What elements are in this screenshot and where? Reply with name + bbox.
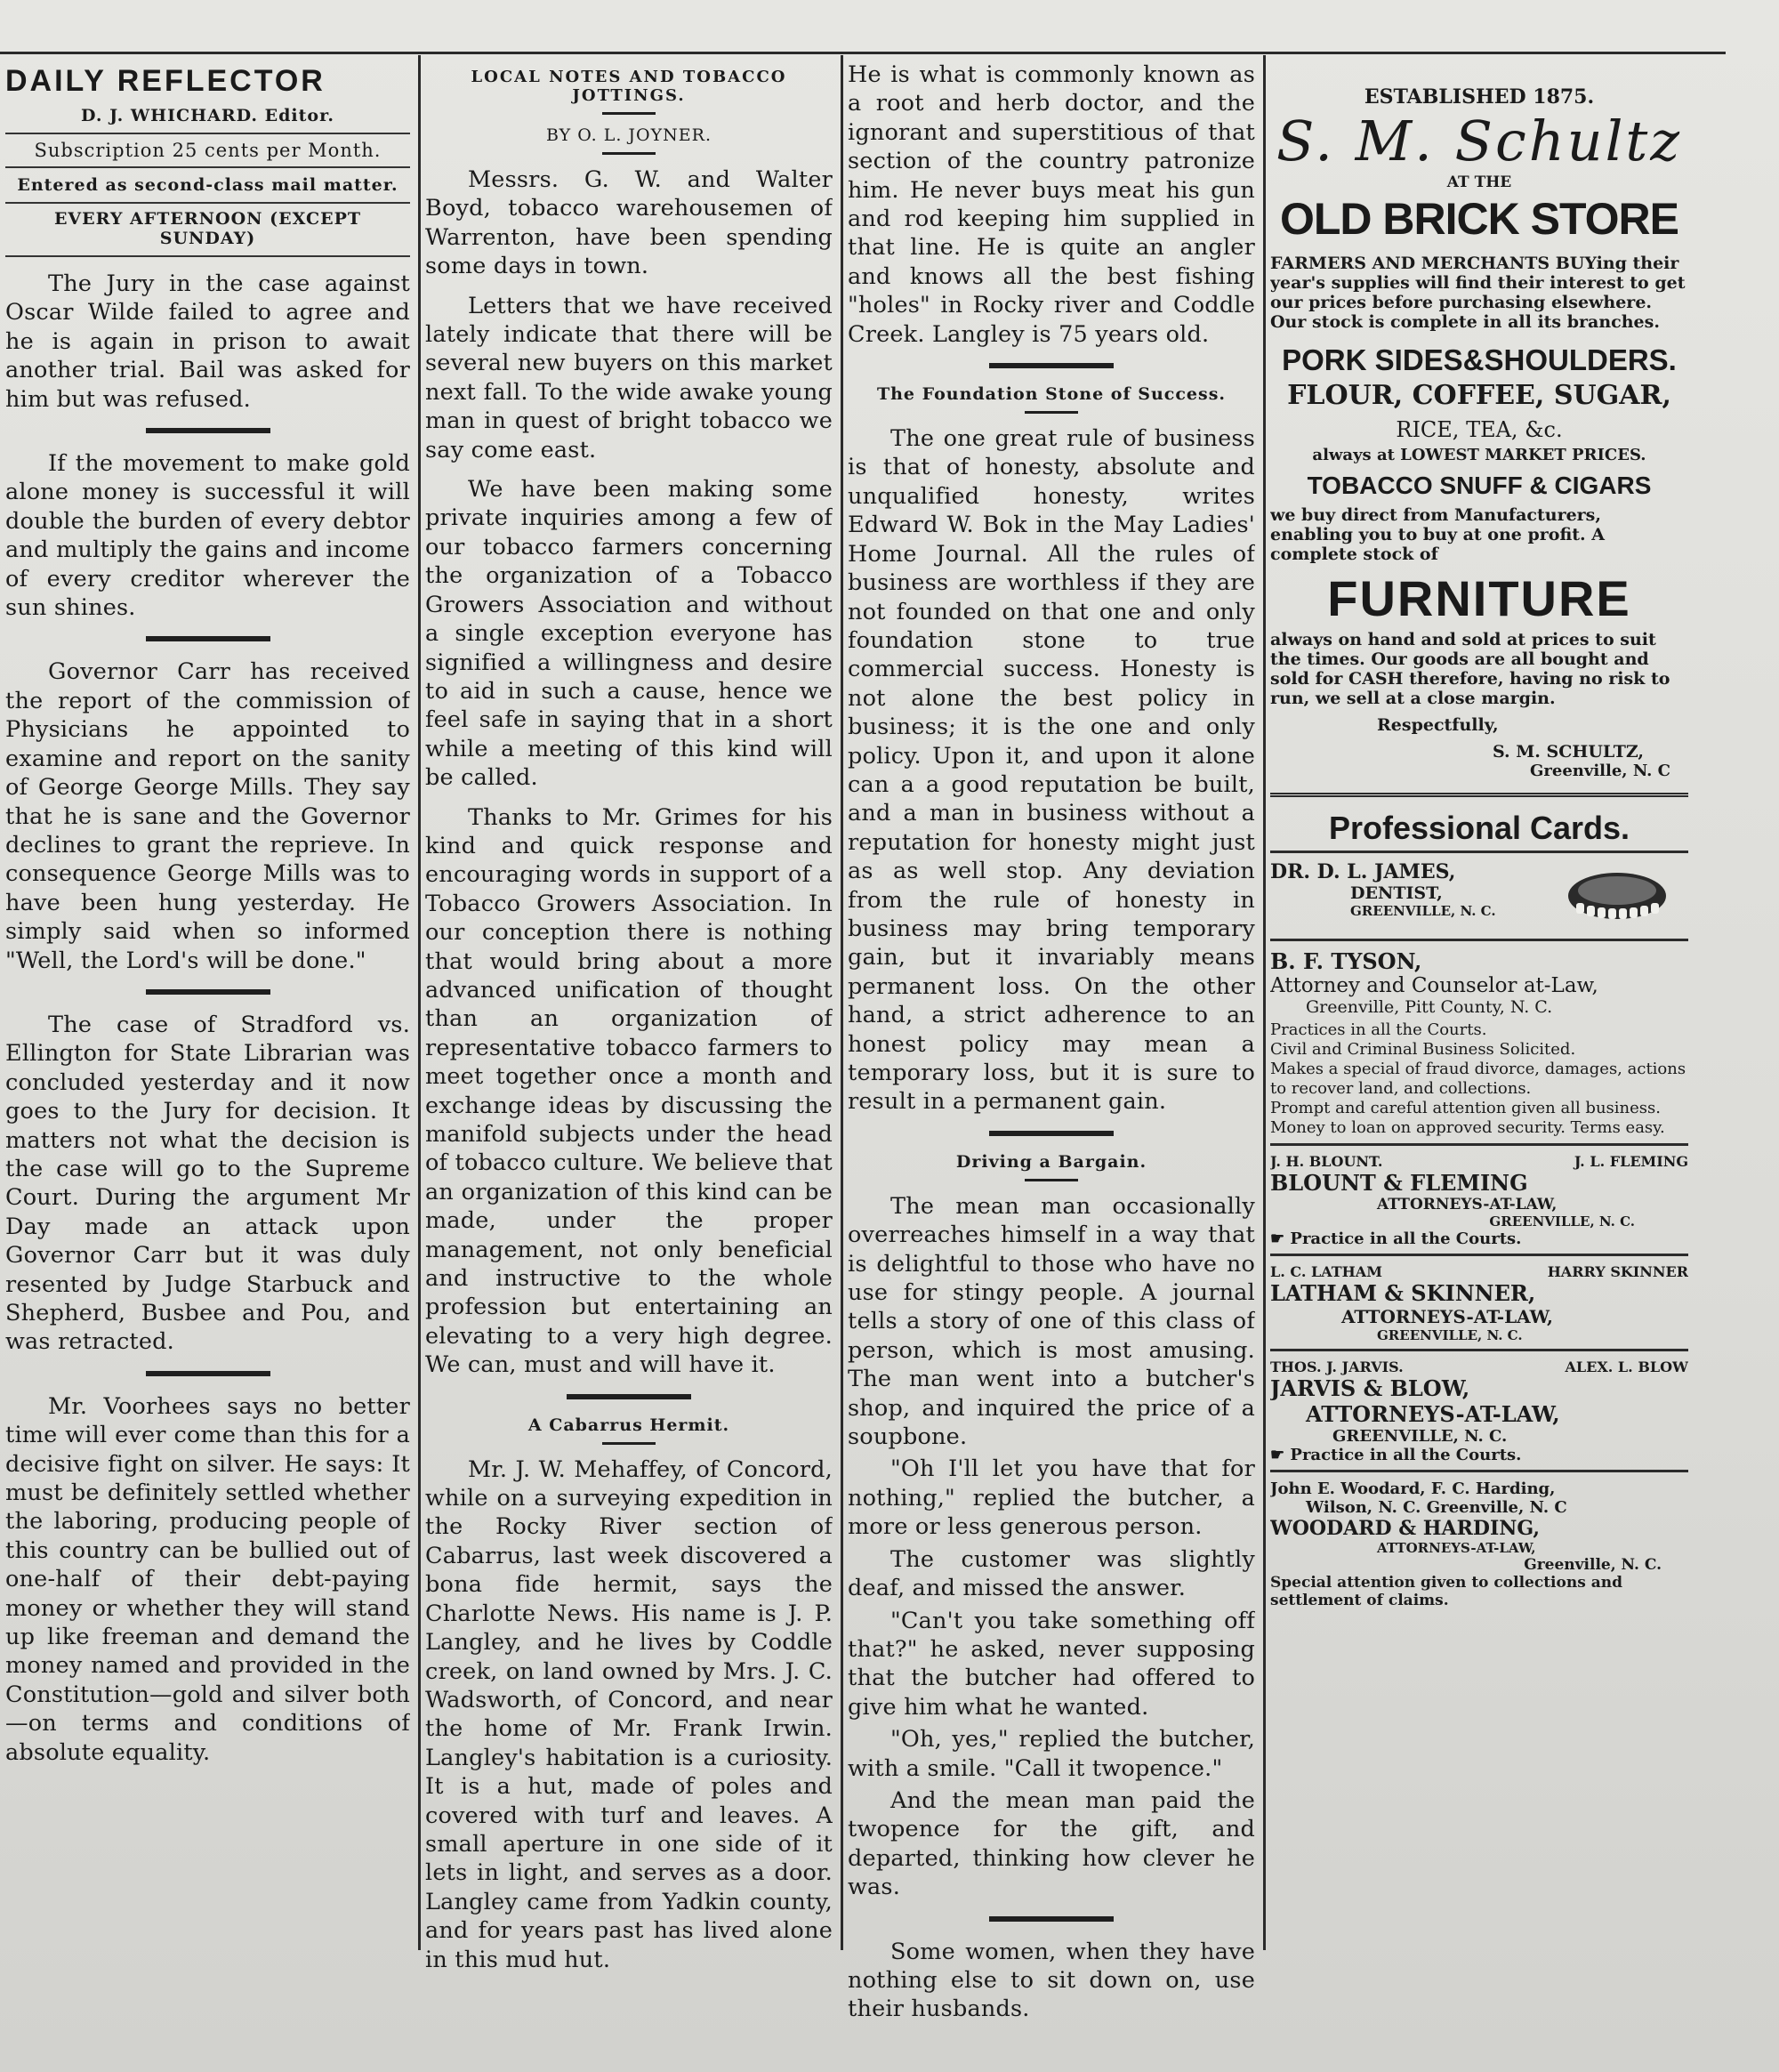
dentures-icon bbox=[1564, 860, 1670, 923]
signature-place: Greenville, N. C bbox=[1530, 762, 1670, 780]
bf-note: Practice in all the Courts. bbox=[1290, 1229, 1522, 1248]
hermit-continued: He is what is commonly known as a root and herb doctor, and the ignorant and superstitious of that section of the country patronize him. He never buys meat his gun and rod keeping him supplied in that line. He is quite an angler and knows all the best fishing "holes" in Rocky river and Coddle Creek. Langley is 75 years old. bbox=[848, 61, 1255, 348]
divider bbox=[1025, 411, 1078, 414]
bf-role: ATTORNEYS-AT-LAW, bbox=[1377, 1196, 1558, 1213]
card-james bbox=[1270, 851, 1688, 939]
subscription-line: Subscription 25 cents per Month. bbox=[5, 133, 410, 168]
divider bbox=[989, 1916, 1114, 1922]
column-1 bbox=[5, 60, 410, 1778]
tyson-line: Money to loan on approved security. Terms easy. bbox=[1270, 1118, 1665, 1137]
news-item: Mr. Voorhees says no better time will ever come than this for a decisive fight on silver. He says: It must be definitely settled whether the laboring, producing people of this country can be bullied out of one-half of their debt-paying money or whether they will stand up like freeman and demand the money named and provided in the Constitution—gold and silver both—on terms and conditions of absolute equality. bbox=[5, 1392, 410, 1766]
hermit-paragraph: Mr. J. W. Mehaffey, of Concord, while on a surveying expedition in the Rocky River section of Cabarrus, last week discovered a bona fide hermit, says the Charlotte News. His name is J. P. Langley, and he lives by Coddle creek, on land owned by Mrs. J. C. Wadsworth, of Concord, and near the home of Mr. Frank Irwin. Langley's habitation is a curiosity. It is a hut, made of poles and covered with turf and leaves. A small aperture in one side of it lets in light, and serves as a door. Langley came from Yadkin county, and for years past has lived alone in this mud hut. bbox=[425, 1455, 833, 1973]
wh-role: ATTORNEYS-AT-LAW, bbox=[1377, 1540, 1536, 1556]
bf-name: BLOUNT & FLEMING bbox=[1270, 1170, 1528, 1196]
card-woodard-harding bbox=[1270, 1470, 1688, 1615]
old-brick-store: OLD BRICK STORE bbox=[1280, 194, 1678, 244]
james-role: DENTIST, bbox=[1350, 883, 1443, 903]
bargain-paragraph: And the mean man paid the twopence for the gift, and departed, thinking how clever he was. bbox=[848, 1786, 1255, 1901]
divider bbox=[146, 989, 270, 995]
editor-line: D. J. WHICHARD. Editor. bbox=[81, 106, 334, 125]
ls-right: HARRY SKINNER bbox=[1547, 1263, 1688, 1280]
tyson-line: Practices in all the Courts. bbox=[1270, 1020, 1487, 1039]
card-jarvis-blow bbox=[1270, 1349, 1688, 1470]
divider bbox=[146, 1371, 270, 1376]
column-rule-2 bbox=[841, 55, 843, 1950]
note-paragraph: Thanks to Mr. Grimes for his kind and quick response and encouraging words in support of a Tobacco Growers Association. In our conception there is nothing that would bring about a more advanced unification of thought than an organization of representative tobacco farmers to meet together once a month and exchange ideas by discussing the manifold subjects under the head of tobacco culture. We believe that an organization of this kind can be made, under the proper management, not only beneficial and instructive to the whole profession but entertaining an elevating to a very high degree. We can, must and will have it. bbox=[425, 803, 833, 1379]
note-paragraph: Messrs. G. W. and Walter Boyd, tobacco warehousemen of Warrenton, have been spending some days in town. bbox=[425, 166, 833, 280]
tyson-line: Prompt and careful attention given all business. bbox=[1270, 1099, 1661, 1117]
pork-sides: PORK SIDES&SHOULDERS. bbox=[1282, 343, 1677, 376]
column-rule-3 bbox=[1263, 55, 1266, 1950]
schultz-script: S. M. Schultz bbox=[1276, 109, 1683, 173]
masthead: DAILY REFLECTOR bbox=[5, 64, 326, 98]
flour-coffee: FLOUR, COFFEE, SUGAR, bbox=[1287, 380, 1671, 411]
james-place: GREENVILLE, N. C. bbox=[1350, 903, 1496, 919]
ls-place: GREENVILLE, N. C. bbox=[1377, 1327, 1523, 1343]
women-paragraph: Some women, when they have nothing else to sit down on, use their husbands. bbox=[848, 1938, 1255, 2023]
divider bbox=[602, 112, 656, 115]
tyson-name: B. F. TYSON, bbox=[1270, 948, 1422, 974]
bargain-title: Driving a Bargain. bbox=[955, 1151, 1147, 1172]
bargain-paragraph: The mean man occasionally overreaches himself in a way that is delightful to those who have no use for stingy people. A journal tells a story of one of this class of person, which is most amusing. The man went into a butcher's shop, and inquired the price of a soupbone. bbox=[848, 1192, 1255, 1451]
divider bbox=[989, 1131, 1114, 1136]
divider bbox=[146, 428, 270, 433]
hermit-title: A Cabarrus Hermit. bbox=[527, 1415, 730, 1435]
tyson-role: Attorney and Counselor at-Law, bbox=[1270, 974, 1598, 997]
ads-column bbox=[1270, 85, 1688, 1615]
jb-note: Practice in all the Courts. bbox=[1290, 1446, 1522, 1464]
bargain-paragraph: "Oh, yes," replied the butcher, with a smile. "Call it twopence." bbox=[848, 1726, 1255, 1782]
jb-right: ALEX. L. BLOW bbox=[1565, 1358, 1688, 1375]
bargain-paragraph: "Oh I'll let you have that for nothing," replied the butcher, a more or less generous person. bbox=[848, 1455, 1255, 1541]
jb-place: GREENVILLE, N. C. bbox=[1332, 1427, 1508, 1446]
tobacco-snuff: TOBACCO SNUFF & CIGARS bbox=[1307, 472, 1652, 499]
bf-left: J. H. BLOUNT. bbox=[1270, 1153, 1383, 1170]
established: ESTABLISHED 1875. bbox=[1364, 85, 1595, 109]
news-item: The case of Stradford vs. Ellington for State Librarian was concluded yesterday and it now goes to the Jury for decision. It matters not what the decision is the case will go to the Supreme Court. During the argument Mr Day made an attack upon Governor Carr but it was duly resented by Judge Starbuck and Shepherd, Busbee and Pou, and was retracted. bbox=[5, 1011, 410, 1356]
ls-role: ATTORNEYS-AT-LAW, bbox=[1341, 1306, 1553, 1327]
column-3 bbox=[848, 60, 1255, 2035]
tyson-place: Greenville, Pitt County, N. C. bbox=[1306, 997, 1553, 1017]
wh-name: WOODARD & HARDING, bbox=[1270, 1517, 1541, 1540]
byline: BY O. L. JOYNER. bbox=[545, 125, 712, 145]
jb-left: THOS. J. JARVIS. bbox=[1270, 1358, 1404, 1375]
top-rule bbox=[0, 52, 1726, 54]
card-blount-fleming bbox=[1270, 1143, 1688, 1254]
direct-text: we buy direct from Manufacturers, enabling you to buy at one profit. A complete stock of bbox=[1270, 505, 1606, 564]
divider bbox=[1025, 1179, 1078, 1181]
foundation-paragraph: The one great rule of business is that of honesty, absolute and unqualified honesty, writes Edward W. Bok in the May Ladies' Home Journal. All the rules of business are worthless if they are not founded on that one and only foundation stone to true commercial success. Honesty is not alone the best policy in business; it is the one and only policy. Upon it, and upon it alone can a a good reputation be built, and a man in business without a reputation for honesty might just as as well stop. Any deviation from the rule of honesty in business may bring temporary gain, but it invariably means permanent loss. On the other hand, a strict adherence to an honest policy may mean a temporary loss, but it is sure to result in a permanent gain. bbox=[848, 425, 1255, 1116]
always-text: always on hand and sold at prices to suit the times. Our goods are all bought and sold for CASH therefore, having no risk to run, we sell at a close margin. bbox=[1270, 630, 1670, 708]
bargain-paragraph: The customer was slightly deaf, and missed the answer. bbox=[848, 1545, 1255, 1602]
local-notes-title: LOCAL NOTES AND TOBACCO JOTTINGS. bbox=[471, 68, 787, 105]
respectfully: Respectfully, bbox=[1377, 715, 1499, 735]
bf-place: GREENVILLE, N. C. bbox=[1489, 1213, 1635, 1229]
pointing-hand-icon: ☛ bbox=[1270, 1446, 1291, 1464]
wh-line2: Wilson, N. C. Greenville, N. C bbox=[1306, 1498, 1567, 1517]
tyson-line: Makes a special of fraud divorce, damages, actions to recover land, and collections. bbox=[1270, 1060, 1686, 1098]
lowest-prices: always at LOWEST MARKET PRICES. bbox=[1312, 446, 1646, 464]
divider bbox=[602, 152, 656, 155]
news-item: If the movement to make gold alone money is successful it will double the burden of every debtor and multiply the gains and income of every creditor wherever the sun shines. bbox=[5, 450, 410, 622]
divider bbox=[602, 1442, 656, 1445]
farmers-text: FARMERS AND MERCHANTS BUYing their year's supplies will find their interest to get our prices before purchasing elsewhere. Our stock is complete in all its branches. bbox=[1270, 254, 1686, 332]
column-2 bbox=[425, 60, 833, 1985]
news-item: The Jury in the case against Oscar Wilde failed to agree and he is again in prison to await another trial. Bail was asked for him but was refused. bbox=[5, 270, 410, 413]
wh-line1: John E. Woodard, F. C. Harding, bbox=[1270, 1479, 1556, 1498]
card-latham-skinner bbox=[1270, 1254, 1688, 1349]
jb-name: JARVIS & BLOW, bbox=[1270, 1375, 1470, 1401]
at-the: AT THE bbox=[1446, 173, 1512, 191]
divider bbox=[567, 1394, 691, 1399]
signature-name: S. M. SCHULTZ, bbox=[1493, 742, 1644, 762]
bargain-paragraph: "Can't you take something off that?" he asked, never supposing that the butcher had offered to give him what he wanted. bbox=[848, 1607, 1255, 1721]
pointing-hand-icon: ☛ bbox=[1270, 1229, 1291, 1248]
bf-right: J. L. FLEMING bbox=[1574, 1153, 1688, 1170]
jb-role: ATTORNEYS-AT-LAW, bbox=[1306, 1401, 1560, 1427]
professional-cards-title: Professional Cards. bbox=[1328, 810, 1630, 846]
rice-tea: RICE, TEA, &c. bbox=[1396, 417, 1563, 442]
furniture: FURNITURE bbox=[1327, 570, 1631, 626]
entered-line: Entered as second-class mail matter. bbox=[5, 175, 410, 204]
column-rule-1 bbox=[418, 55, 421, 1950]
schedule-line: EVERY AFTERNOON (EXCEPT SUNDAY) bbox=[5, 209, 410, 257]
james-name: DR. D. L. JAMES, bbox=[1270, 860, 1456, 883]
note-paragraph: We have been making some private inquiries among a few of our tobacco farmers concerning the organization of a Tobacco Growers Association and without a single exception everyone has signified a willingness and desire to aid in such a cause, hence we feel safe in saying that in a short while a meeting of this kind will be called. bbox=[425, 476, 833, 792]
card-tyson bbox=[1270, 939, 1688, 1143]
tyson-line: Civil and Criminal Business Solicited. bbox=[1270, 1040, 1576, 1059]
note-paragraph: Letters that we have received lately indicate that there will be several new buyers on this market next fall. To the wide awake young man in quest of bright tobacco we say come east. bbox=[425, 292, 833, 464]
ls-left: L. C. LATHAM bbox=[1270, 1263, 1382, 1280]
divider bbox=[146, 636, 270, 641]
news-item: Governor Carr has received the report of the commission of Physicians he appointed to examine and report on the sanity of George George Mills. They say that he is sane and the Governor declines to grant the reprieve. In consequence George Mills was to have been hung yesterday. He simply said when so informed "Well, the Lord's will be done." bbox=[5, 658, 410, 974]
wh-place: Greenville, N. C. bbox=[1524, 1556, 1662, 1574]
divider bbox=[989, 363, 1114, 368]
wh-note: Special attention given to collections and settlement of claims. bbox=[1270, 1574, 1622, 1609]
ls-name: LATHAM & SKINNER, bbox=[1270, 1280, 1536, 1306]
foundation-title: The Foundation Stone of Success. bbox=[876, 384, 1227, 405]
